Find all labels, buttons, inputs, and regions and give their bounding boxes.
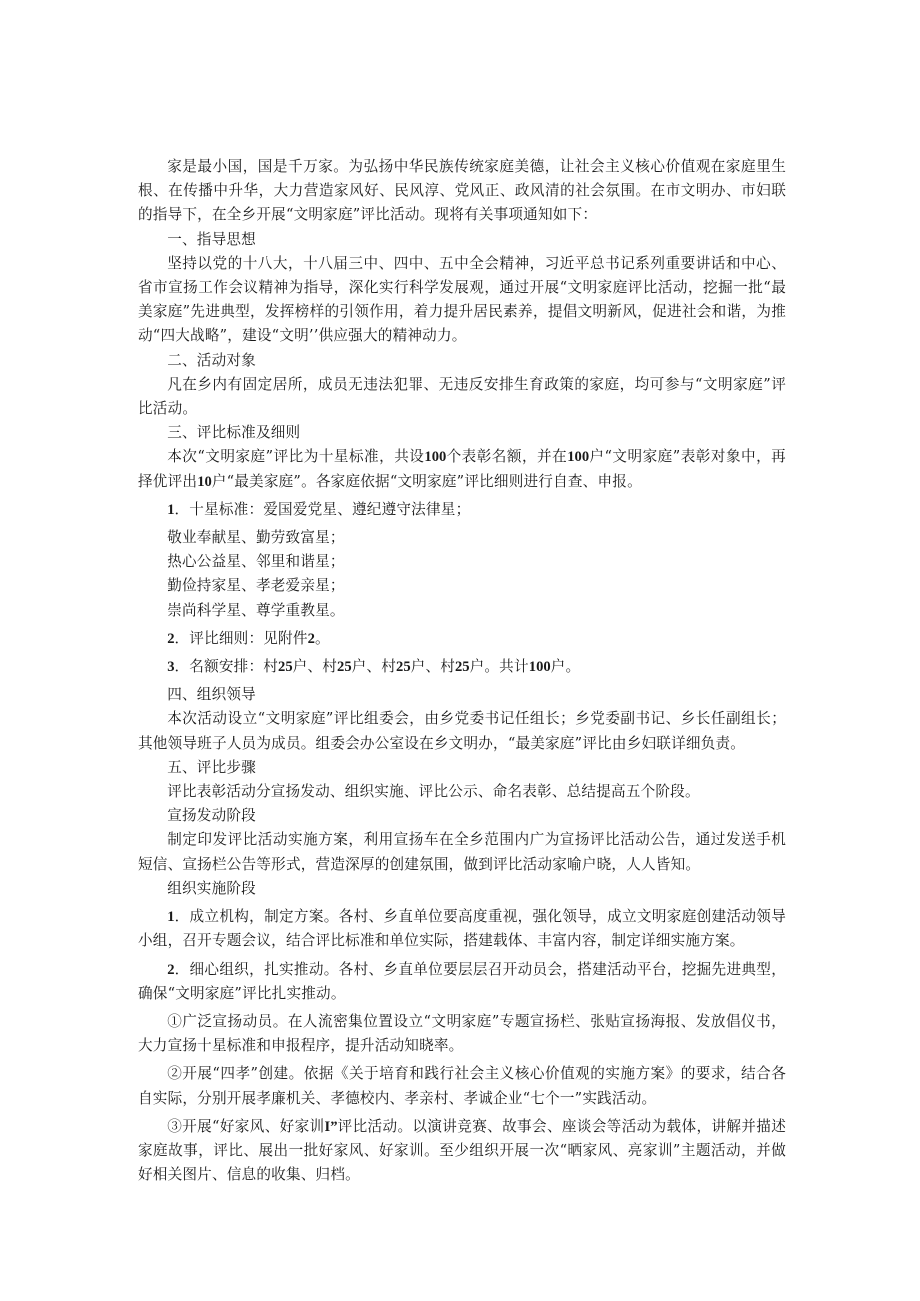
- quota-total: 100: [528, 659, 551, 676]
- circled-item-1: ①广泛宣扬动员。在人流密集位置设立“文明家庭”专题宣扬栏、张贴宣扬海报、发放倡仪书，大力宣扬十星标准和申报程序，提升活动知晓率。: [138, 1012, 786, 1055]
- list-number: 2: [167, 961, 175, 978]
- quota-text: 户、村: [410, 658, 455, 676]
- list-text: ．十星标准：爱国爱党星、遵纪遵守法律星；: [174, 500, 471, 518]
- circled-text-c: 评比活动。以演讲竞赛、故事会、座谈会等活动为载体，讲解并描述家庭故事，评比、展出一批好家风、好家训。至少组织开展一次“晒家风、亮家训”主题活动，并做好相关图片、信息的收集、归档。: [138, 1117, 786, 1184]
- list-text: ．评比细则：见附件: [174, 629, 308, 647]
- heading-guiding-ideology: 一、指导思想: [167, 230, 256, 248]
- list-text: ．细心组织，扎实推动。各村、乡直单位要层层召开动员会，搭建活动平台，挖掘先进典型，确保“文明家庭”评比扎实推动。: [138, 960, 786, 1002]
- heading-activity-target: 二、活动对象: [167, 351, 256, 369]
- list-number: 3: [167, 659, 175, 676]
- criteria-count-100: 100: [424, 449, 447, 466]
- criteria-text-c: 个表彰名额，并在: [446, 448, 568, 466]
- star-line: 热心公益星、邻里和谐星；: [167, 553, 345, 571]
- list-number: 1: [167, 501, 175, 518]
- organization-paragraph: 本次活动设立“文明家庭”评比组委会，由乡党委书记任组长；乡党委副书记、乡长任副组长；其他领导班子人员为成员。组委会办公室设在乡文明办，“最美家庭”评比由乡妇联详细负责。: [138, 710, 786, 752]
- quota-text: 户。: [550, 658, 581, 676]
- heading-organization: 四、组织领导: [167, 686, 256, 704]
- activity-target-paragraph: 凡在乡内有固定居所，成员无违法犯罪、无违反安排生育政策的家庭，均可参与“文明家庭”评比活动。: [138, 375, 786, 418]
- implementation-item-1: [138, 905, 786, 953]
- steps-paragraph: 评比表彰活动分宣扬发动、组织实施、评比公示、命名表彰、总结提高五个阶段。: [167, 783, 700, 801]
- list-text: ．成立机构，制定方案。各村、乡直单位要高度重视，强化领导，成立文明家庭创建活动领导小组，召开专题会议，结合评比标准和单位实际，搭建载体、丰富内容，制定详细实施方案。: [138, 908, 786, 950]
- star-line: 勤俭持家星、孝老爱亲星；: [167, 577, 345, 595]
- quota-text: 户、村: [292, 658, 338, 676]
- circled-item-2: ②开展“四孝”创建。依据《关于培育和践行社会主义核心价值观的实施方案》的要求，结合各自实际，分别开展孝廉机关、孝德校内、孝亲村、孝诚企业“七个一”实践活动。: [138, 1065, 786, 1107]
- subheading-publicity-stage: 宣扬发动阶段: [167, 807, 256, 825]
- subheading-implementation-stage: 组织实施阶段: [167, 879, 256, 897]
- circled-text-b: I”: [324, 1118, 338, 1135]
- list-item-quota: [138, 655, 786, 679]
- list-number: 1: [167, 909, 175, 926]
- list-item-rules: [138, 627, 786, 651]
- appendix-number: 2: [307, 630, 315, 647]
- criteria-text-e: 户“文明家庭”表彰对象中，再择优评出: [138, 448, 786, 490]
- guiding-ideology-paragraph: 坚持以党的十八大，十八届三中、四中、五中全会精神，习近平总书记系列重要讲话和中心、省市宣扬工作会议精神为指导，深化实行科学发展观，通过开展“文明家庭评比活动，挖掘一批“最美家庭”先进典型，发挥榜样的引领作用，着力提升居民素养，提倡文明新风，促进社会和谐，为推动“四大战略”，建设“文明’’供应强大的精神动力。: [138, 254, 786, 345]
- document-body: [138, 155, 786, 1187]
- criteria-text-a: 本次“文明家庭”评比为十星标准，共设: [167, 448, 425, 466]
- intro-paragraph: 家是最小国，国是千万家。为弘扬中华民族传统家庭美德，让社会主义核心价值观在家庭里生根、在传播中升华，大力营造家风好、民风淳、党风正、政风清的社会氛围。在市文明办、市妇联的指导下，在全乡开展“文明家庭”评比活动。现将有关事项通知如下：: [138, 158, 786, 224]
- list-text-end: 。: [314, 629, 330, 647]
- criteria-best-10: 10: [197, 473, 212, 490]
- quota-text: 户。共计: [469, 658, 529, 676]
- circled-item-3: [138, 1115, 786, 1188]
- quota-text: 户、村: [351, 658, 397, 676]
- quota-number: 25: [396, 659, 411, 676]
- star-line: 敬业奉献星、勤劳致富星；: [167, 529, 345, 547]
- criteria-text-g: 户“最美家庭”。各家庭依据“文明家庭”评比细则进行自查、申报。: [211, 472, 642, 490]
- list-item-ten-stars: [138, 498, 786, 522]
- quota-number: 25: [278, 659, 293, 676]
- circled-text-a: ③开展“好家风、好家训: [167, 1117, 325, 1135]
- heading-criteria: 三、评比标准及细则: [167, 424, 301, 442]
- implementation-item-2: [138, 958, 786, 1006]
- publicity-stage-paragraph: 制定印发评比活动实施方案，利用宣扬车在全乡范围内广为宣扬评比活动公告，通过发送手机短信、宣扬栏公告等形式，营造深厚的创建氛围，做到评比活动家喻户晓，人人皆知。: [138, 831, 786, 873]
- heading-steps: 五、评比步骤: [167, 758, 256, 776]
- criteria-paragraph: [138, 445, 786, 493]
- quota-text: ．名额安排：村: [174, 658, 279, 676]
- criteria-households-100: 100: [567, 449, 590, 466]
- list-number: 2: [167, 630, 175, 647]
- star-line: 崇尚科学星、尊学重教星。: [167, 601, 345, 619]
- quota-number: 25: [337, 659, 352, 676]
- quota-number: 25: [455, 659, 470, 676]
